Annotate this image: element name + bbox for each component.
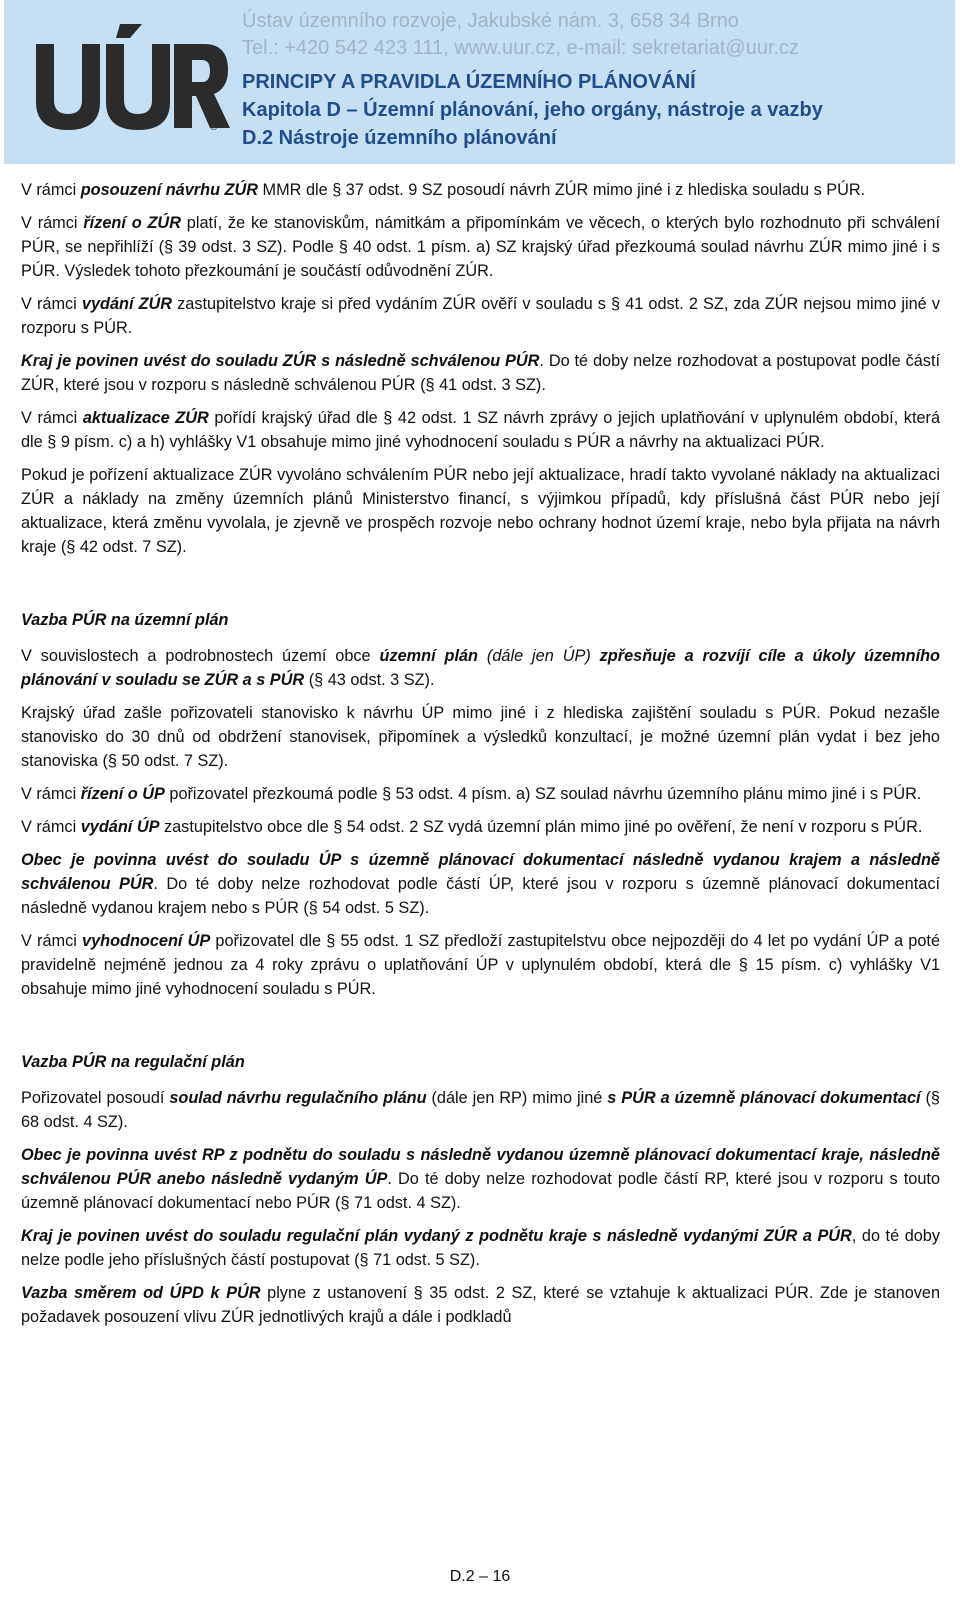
section-heading: Vazba PÚR na územní plán [21, 611, 229, 629]
svg-text:®: ® [210, 122, 218, 132]
header-address: Ústav územního rozvoje, Jakubské nám. 3, 658 34 Brno [242, 10, 739, 32]
paragraph: Obec je povinna uvést RP z podnětu do souladu s následně vydanou územně plánovací dokumentací kraje, následně schválenou PÚR anebo následně vydaným ÚP. Do té doby nelze rozhodovat podle částí RP, které jsou v rozporu s touto územně plánovací dokumentací nebo PÚR (§ 71 odst. 4 SZ). [21, 1146, 940, 1212]
header-title: PRINCIPY A PRAVIDLA ÚZEMNÍHO PLÁNOVÁNÍ [242, 71, 696, 93]
paragraph: V rámci řízení o ZÚR platí, že ke stanoviskům, námitkám a připomínkám ve věcech, o kterých bylo rozhodnuto při schválení PÚR, se nepřihlíží (§ 39 odst. 3 SZ). Podle § 40 odst. 1 písm. a) SZ krajský úřad přezkoumá soulad návrhu ZÚR mimo jiné i s PÚR. Výsledek tohoto přezkoumání je součástí odůvodnění ZÚR. [21, 214, 940, 280]
paragraph: V rámci vydání ÚP zastupitelstvo obce dle § 54 odst. 2 SZ vydá územní plán mimo jiné po ověření, že není v rozporu s PÚR. [21, 818, 923, 836]
paragraph: Obec je povinna uvést do souladu ÚP s územně plánovací dokumentací následně vydanou krajem a následně schválenou PÚR. Do té doby nelze rozhodovat podle částí ÚP, které jsou v rozporu s územně plánovací dokumentací následně vydanou krajem nebo s PÚR (§ 54 odst. 5 SZ). [21, 851, 940, 917]
paragraph: V rámci řízení o ÚP pořizovatel přezkoumá podle § 53 odst. 4 písm. a) SZ soulad návrhu územního plánu mimo jiné i s PÚR. [21, 785, 922, 803]
paragraph: Kraj je povinen uvést do souladu ZÚR s následně schválenou PÚR. Do té doby nelze rozhodovat a postupovat podle částí ZÚR, které jsou v rozporu s následně schválenou PÚR (§ 41 odst. 3 SZ). [21, 352, 940, 394]
paragraph: Pokud je pořízení aktualizace ZÚR vyvoláno schválením PÚR nebo její aktualizace, hradí takto vyvolané náklady na aktualizaci ZÚR a náklady na změny územních plánů Ministerstvo financí, s výjimkou případů, kdy příslušná část PÚR nebo její aktualizace, která změnu vyvolala, je zjevně ve prospěch rozvoje nebo ochrany hodnot území kraje, nebo byla přijata na návrh kraje (§ 42 odst. 7 SZ). [21, 466, 940, 556]
uur-logo [32, 22, 232, 132]
paragraph: Krajský úřad zašle pořizovateli stanovisko k návrhu ÚP mimo jiné i z hlediska zajištění souladu s PÚR. Pokud nezašle stanovisko do 30 dnů od obdržení stanovisek, připomínek a výsledků konzultací, je možné územní plán vydat i bez jeho stanoviska (§ 50 odst. 7 SZ). [21, 704, 940, 770]
section-heading: Vazba PÚR na regulační plán [21, 1053, 245, 1071]
header-chapter: Kapitola D – Územní plánování, jeho orgány, nástroje a vazby [242, 99, 823, 121]
paragraph: V rámci posouzení návrhu ZÚR MMR dle § 37 odst. 9 SZ posoudí návrh ZÚR mimo jiné i z hlediska souladu s PÚR. [21, 181, 866, 199]
page-header [4, 0, 955, 164]
page-number: D.2 – 16 [449, 1568, 511, 1585]
paragraph: V rámci vydání ZÚR zastupitelstvo kraje si před vydáním ZÚR ověří v souladu s § 41 odst. 2 SZ, zda ZÚR nejsou mimo jiné v rozporu s PÚR. [21, 295, 940, 337]
paragraph: V rámci vyhodnocení ÚP pořizovatel dle § 55 odst. 1 SZ předloží zastupitelstvu obce nejpozději do 4 let po vydání ÚP a poté pravidelně nejméně jednou za 4 roky zprávu o uplatňování ÚP v uplynulém období, která dle § 15 písm. c) vyhlášky V1 obsahuje mimo jiné vyhodnocení souladu s PÚR. [21, 932, 940, 998]
paragraph: V rámci aktualizace ZÚR pořídí krajský úřad dle § 42 odst. 1 SZ návrh zprávy o jejich uplatňování v uplynulém období, která dle § 9 písm. c) a h) vyhlášky V1 obsahuje mimo jiné vyhodnocení souladu s PÚR a návrhy na aktualizaci PÚR. [21, 409, 940, 451]
header-section: D.2 Nástroje územního plánování [242, 127, 557, 149]
header-contact: Tel.: +420 542 423 111, www.uur.cz, e-mail: sekretariat@uur.cz [242, 37, 800, 59]
page-content [21, 178, 940, 1338]
paragraph: V souvislostech a podrobnostech území obce územní plán (dále jen ÚP) zpřesňuje a rozvíjí cíle a úkoly územního plánování v souladu se ZÚR a s PÚR (§ 43 odst. 3 SZ). [21, 647, 940, 689]
paragraph: Pořizovatel posoudí soulad návrhu regulačního plánu (dále jen RP) mimo jiné s PÚR a územně plánovací dokumentací (§ 68 odst. 4 SZ). [21, 1089, 940, 1131]
paragraph: Kraj je povinen uvést do souladu regulační plán vydaný z podnětu kraje s následně vydanými ZÚR a PÚR, do té doby nelze podle jeho příslušných částí postupovat (§ 71 odst. 5 SZ). [21, 1227, 940, 1269]
paragraph: Vazba směrem od ÚPD k PÚR plyne z ustanovení § 35 odst. 2 SZ, které se vztahuje k aktualizaci PÚR. Zde je stanoven požadavek posouzení vlivu ZÚR jednotlivých krajů a dále i podkladů [21, 1284, 941, 1326]
